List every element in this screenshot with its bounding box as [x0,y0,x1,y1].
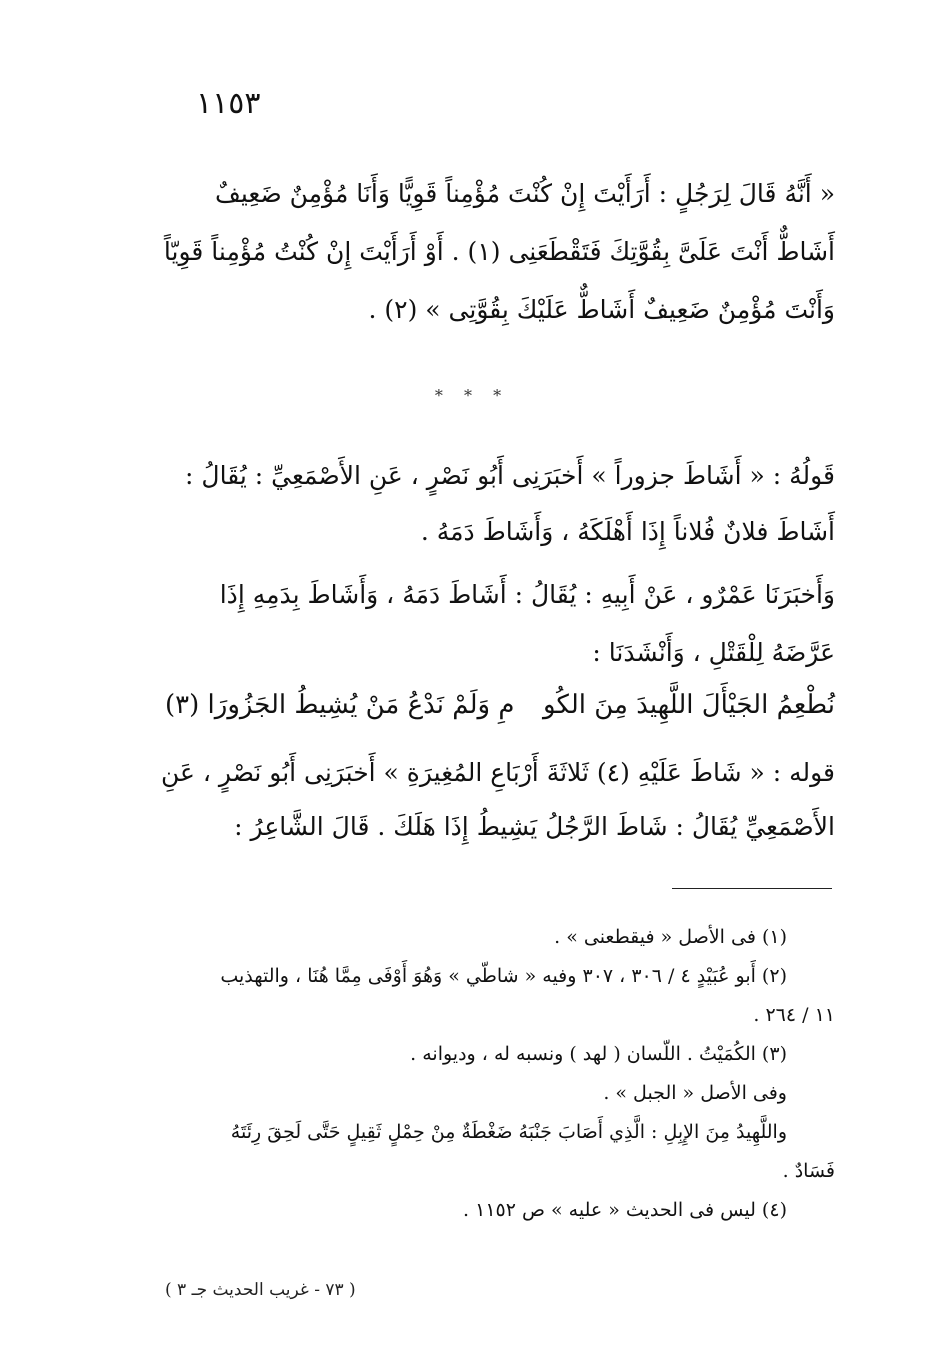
paragraph-line: قَولُهُ : « أَشَاطَ جزوراً » أَخبَرَنِى أَبُو نَصْرٍ ، عَنِ الأَصْمَعِيِّ : يُقَالُ : [185,461,835,490]
footnote-2: (٢) أَبو عُبَيْدٍ ٤ / ٣٠٦ ، ٣٠٧ وفيه « شاطّي » وَهُوَ أَوْفَى مِمَّا هُنَا ، والتهذيب [220,965,787,987]
commentary-paragraph-3 [161,746,835,854]
paragraph-line: وَأَخبَرَنَا عَمْرٌو ، عَنْ أَبِيهِ : يُقَالُ : أَشَاطَ دَمَهُ ، وَأَشَاطَ بِدَمِهِ إِذَا [219,580,835,609]
commentary-paragraph-1 [165,448,835,560]
footnote-4: (٤) ليس فى الحديث « عليه » ص ١١٥٢ . [463,1199,787,1221]
page-number: ١١٥٣ [196,86,261,121]
commentary-paragraph-2 [165,566,835,682]
footnote-3: (٣) الكُمَيْتُ . اللّسان ( لهد ) ونسبه له ، وديوانه . [410,1043,787,1065]
footnote-3-note: وفى الأصل « الجبل » . [603,1082,787,1104]
footnotes [165,918,835,1230]
footnote-3-continuation: فَسَادٌ . [782,1160,835,1182]
verse-first-hemistich: نُطْعِمُ الجَيْأَلَ اللَّهِيدَ مِنَ الكُو [543,690,835,720]
hadith-line: وَأَنْتَ مُؤْمِنٌ ضَعِيفٌ أَشَاطٌّ عَلَيْكَ بِقُوَّتِى » (٢) . [368,295,835,324]
hadith-text [165,165,835,339]
paragraph-line: عَرَّضَهُ لِلْقَتْلِ ، وَأَنْشَدَنَا : [592,638,835,667]
paragraph-line: قوله : « شَاطَ عَلَيْهِ (٤) ثَلاثَةَ أَرْبَاعِ المُغِيرَةِ » أَخبَرَنِى أَبُو نَصْرٍ ، عَنِ [161,758,835,787]
verse-second-hemistich: مِ وَلَمْ نَدْعُ مَنْ يُشِيطُ الجَزُورَا (٣) [165,690,515,720]
footnote-1: (١) فى الأصل « فيقطعنى » . [554,926,787,948]
section-separator: * * * [434,386,510,405]
hadith-line: أَشَاطٌّ أَنْتَ عَلَىَّ بِقُوَّتِكَ فَتَقْطَعَنِى (١) . أَوْ أَرَأَيْتَ إِنْ كُنْتُ مُؤْمِناً قَوِيّاً [163,237,835,266]
footnote-2-continuation: ١١ / ٢٦٤ . [753,1004,835,1026]
hadith-line: « أَنَّهُ قَالَ لِرَجُلٍ : أَرَأَيْتَ إِنْ كُنْتَ مُؤْمِناً قَوِيًّا وَأَنَا مُؤْمِنٌ ضَعِيفٌ [214,179,835,208]
footnote-divider [672,888,832,889]
paragraph-line: الأَصْمَعِيِّ يُقَالُ : شَاطَ الرَّجُلُ يَشِيطُ إِذَا هَلَكَ . قَالَ الشَّاعِرُ : [234,812,835,841]
footnote-3-definition: واللَّهِيدُ مِنَ الإِبِلِ : الَّذِي أَصَابَ جَنْبَهُ ضَغْطَةٌ مِنْ حِمْلٍ ثَقِيلٍ حَتَّى لَحِقَ رِئَتَهُ [230,1121,787,1143]
paragraph-line: أَشَاطَ فلانٌ فُلاناً إِذَا أَهْلَكَهُ ، وَأَشَاطَ دَمَهُ . [420,517,835,546]
page-footer: ( ٧٣ - غريب الحديث جـ ٣ ) [165,1280,356,1300]
